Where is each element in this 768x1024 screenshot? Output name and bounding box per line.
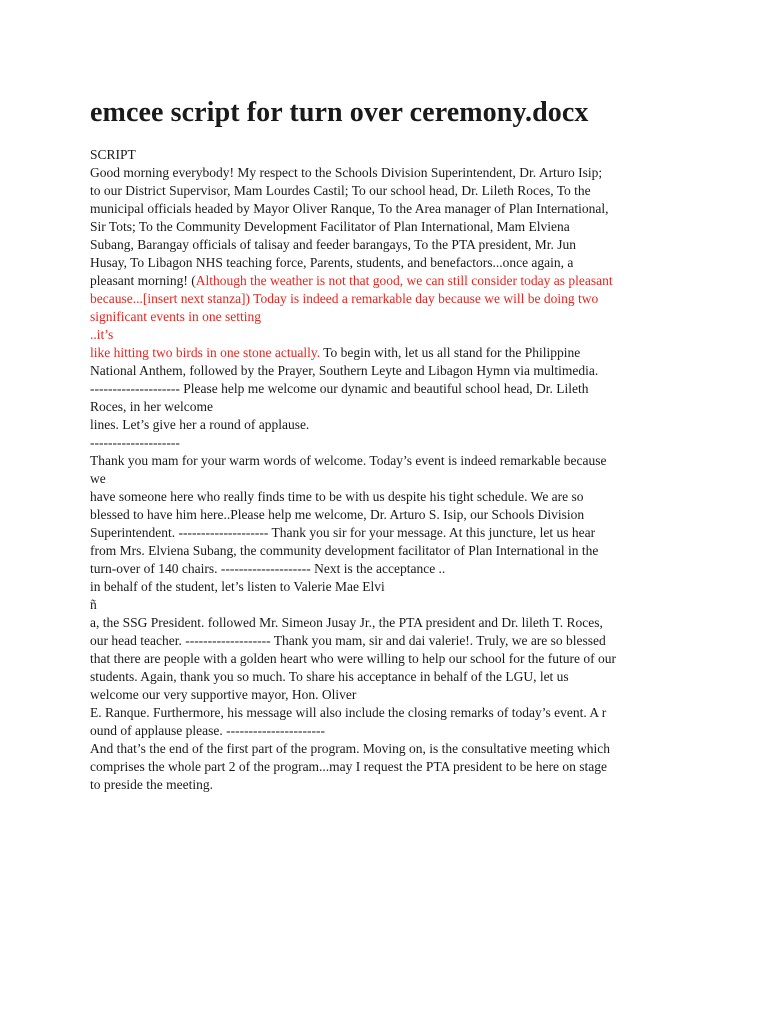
body-text: E. Ranque. Furthermore, his message will also include the closing remarks of today’s event. A r: [90, 705, 607, 720]
script-line: [90, 668, 690, 686]
body-text: blessed to have him here..Please help me welcome, Dr. Arturo S. Isip, our Schools Division: [90, 507, 585, 522]
script-line: [90, 596, 690, 614]
body-text: municipal officials headed by Mayor Oliver Ranque, To the Area manager of Plan International,: [90, 201, 609, 216]
body-text: have someone here who really finds time to be with us despite his tight schedule. We are so: [90, 489, 584, 504]
script-line: [90, 398, 690, 416]
body-text: And that’s the end of the first part of the program. Moving on, is the consultative meeting which: [90, 741, 611, 756]
script-line: [90, 722, 690, 740]
script-line: [90, 416, 690, 434]
script-line: [90, 272, 690, 290]
body-text: -------------------- Please help me welcome our dynamic and beautiful school head, Dr. Lileth: [90, 381, 589, 396]
body-text: Good morning everybody! My respect to the Schools Division Superintendent, Dr. Arturo Isip;: [90, 165, 603, 180]
highlighted-text: significant events in one setting: [90, 309, 261, 324]
body-text: ñ: [90, 597, 97, 612]
body-text: in behalf of the student, let’s listen to Valerie Mae Elvi: [90, 579, 385, 594]
script-line: [90, 488, 690, 506]
highlighted-text: ..it’s: [90, 327, 114, 342]
body-text: SCRIPT: [90, 147, 136, 162]
script-line: [90, 704, 690, 722]
script-line: [90, 290, 690, 308]
body-text: that there are people with a golden heart who were willing to help our school for the future of our: [90, 651, 616, 666]
body-text: our head teacher. ------------------- Thank you mam, sir and dai valerie!. Truly, we are so blessed: [90, 633, 606, 648]
script-line: [90, 470, 690, 488]
body-text: students. Again, thank you so much. To share his acceptance in behalf of the LGU, let us: [90, 669, 569, 684]
body-text: welcome our very supportive mayor, Hon. Oliver: [90, 687, 357, 702]
script-line: [90, 542, 690, 560]
script-line: [90, 560, 690, 578]
script-line: [90, 236, 690, 254]
script-line: [90, 146, 690, 164]
script-line: [90, 218, 690, 236]
script-line: [90, 254, 690, 272]
script-line: [90, 308, 690, 326]
script-line: [90, 362, 690, 380]
body-text: comprises the whole part 2 of the program...may I request the PTA president to be here on stage: [90, 759, 608, 774]
script-line: [90, 524, 690, 542]
script-line: [90, 740, 690, 758]
document-title: emcee script for turn over ceremony.docx: [90, 97, 589, 128]
script-line: [90, 614, 690, 632]
highlighted-text: because...[insert next stanza]) Today is indeed a remarkable day because we will be doing two: [90, 291, 599, 306]
body-text: Roces, in her welcome: [90, 399, 213, 414]
highlighted-text: Although the weather is not that good, we can still consider today as pleasant: [195, 273, 613, 288]
document-body: [90, 146, 690, 794]
body-text: to preside the meeting.: [90, 777, 213, 792]
body-text: turn-over of 140 chairs. -------------------- Next is the acceptance ..: [90, 561, 446, 576]
body-text: National Anthem, followed by the Prayer, Southern Leyte and Libagon Hymn via multimedia.: [90, 363, 599, 378]
body-text: --------------------: [90, 435, 180, 450]
body-text: ound of applause please. ----------------------: [90, 723, 325, 738]
body-text: from Mrs. Elviena Subang, the community development facilitator of Plan International in the: [90, 543, 599, 558]
script-line: [90, 182, 690, 200]
body-text: Sir Tots; To the Community Development Facilitator of Plan International, Mam Elviena: [90, 219, 570, 234]
body-text: Subang, Barangay officials of talisay and feeder barangays, To the PTA president, Mr. Jun: [90, 237, 576, 252]
body-text: a, the SSG President. followed Mr. Simeon Jusay Jr., the PTA president and Dr. lileth T. Roces,: [90, 615, 603, 630]
script-line: [90, 506, 690, 524]
highlighted-text: like hitting two birds in one stone actually.: [90, 345, 321, 360]
script-line: [90, 452, 690, 470]
body-text: Thank you mam for your warm words of welcome. Today’s event is indeed remarkable because: [90, 453, 607, 468]
script-line: [90, 776, 690, 794]
script-line: [90, 200, 690, 218]
body-text: we: [90, 471, 106, 486]
script-line: [90, 650, 690, 668]
script-line: [90, 686, 690, 704]
script-line: [90, 758, 690, 776]
body-text: Husay, To Libagon NHS teaching force, Parents, students, and benefactors...once again, a: [90, 255, 574, 270]
body-text: Superintendent. -------------------- Thank you sir for your message. At this juncture, let us hear: [90, 525, 596, 540]
body-text: To begin with, let us all stand for the Philippine: [320, 345, 581, 360]
script-line: [90, 434, 690, 452]
body-text: pleasant morning! (: [90, 273, 196, 288]
script-line: [90, 326, 690, 344]
body-text: to our District Supervisor, Mam Lourdes Castil; To our school head, Dr. Lileth Roces, To the: [90, 183, 591, 198]
script-line: [90, 578, 690, 596]
body-text: lines. Let’s give her a round of applause.: [90, 417, 310, 432]
script-line: [90, 380, 690, 398]
script-line: [90, 344, 690, 362]
script-line: [90, 632, 690, 650]
script-line: [90, 164, 690, 182]
